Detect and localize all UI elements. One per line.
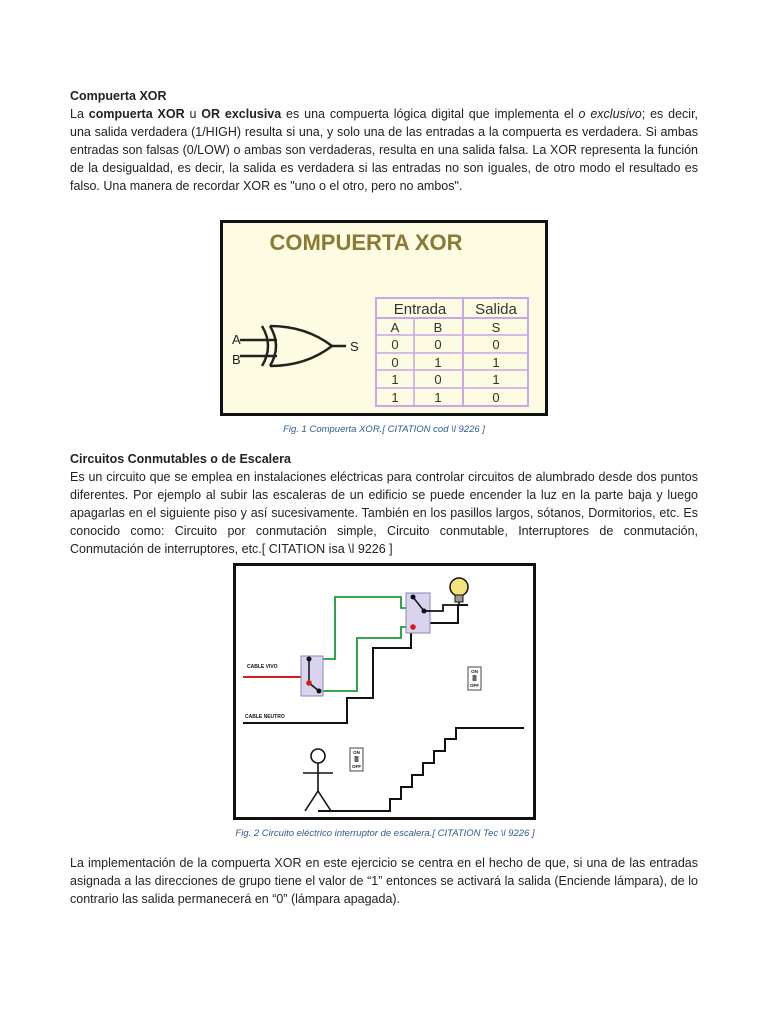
wall-switch-lower <box>350 748 363 771</box>
truth-table-cell: 1 <box>492 355 500 370</box>
wall-switch-upper <box>468 667 481 690</box>
label-cable-vivo: CABLE VIVO <box>247 664 278 670</box>
truth-table-cell: 0 <box>434 337 442 352</box>
table-header-salida: Salida <box>475 301 517 318</box>
section-xor <box>70 88 698 195</box>
xor-figure <box>220 220 548 416</box>
table-col-a: A <box>390 320 400 335</box>
figure-title: COMPUERTA XOR <box>269 230 463 255</box>
switch-off-label: OFF <box>352 764 361 769</box>
gate-input-a: A <box>232 332 241 347</box>
truth-table-cell: 0 <box>492 337 500 352</box>
section-implementation <box>70 854 698 908</box>
truth-table-cell: 0 <box>492 390 500 405</box>
text-run: es una compuerta lógica digital que implementa el <box>281 107 579 121</box>
italic-term: o exclusivo <box>578 107 642 121</box>
text-run: La <box>70 107 89 121</box>
table-col-s: S <box>491 320 501 335</box>
switch-lower <box>301 656 323 696</box>
truth-table-cell: 1 <box>391 372 399 387</box>
truth-table-cell: 0 <box>391 337 399 352</box>
switch-on-label: ON <box>353 750 360 755</box>
switch-upper <box>406 593 430 633</box>
heading-circuitos: Circuitos Conmutables o de Escalera <box>70 452 291 466</box>
bold-term-xor: compuerta XOR <box>88 107 185 121</box>
table-col-b: B <box>433 320 443 335</box>
gate-output-s: S <box>350 339 359 354</box>
switch-on-label: ON <box>471 669 478 674</box>
truth-table-cell: 1 <box>434 355 442 370</box>
figure2-caption: Fig. 2 Circuito eléctrico interruptor de escalera.[ CITATION Tec \l 9226 ] <box>235 828 535 839</box>
paragraph-implementation: La implementación de la compuerta XOR en este ejercicio se centra en el hecho de que, si una de las entradas asignada a las direcciones de grupo tiene el valor de “1” entonces se activará la salida (Enciende lámpara), de lo contrario las salida permanecerá en “0” (lámpara apagada). <box>70 856 698 906</box>
staircase-circuit-figure <box>233 563 536 820</box>
figure1-caption: Fig. 1 Compuerta XOR.[ CITATION cod \l 9226 ] <box>283 424 485 435</box>
truth-table <box>376 298 528 406</box>
label-cable-neutro: CABLE NEUTRO <box>245 714 285 720</box>
truth-table-cell: 0 <box>434 372 442 387</box>
text-run: u <box>184 107 202 121</box>
heading-xor: Compuerta XOR <box>70 89 167 103</box>
bold-term-or-exclusiva: OR exclusiva <box>201 107 282 121</box>
paragraph-xor <box>70 105 698 195</box>
text-run: ; es decir, una salida verdadera (1/HIGH) resulta si una, y solo una de las entradas a la compuerta es verdadera. Si ambas entradas son falsas (0/LOW) o ambas son verdaderas, resulta en una salida falsa. La XOR representa la función de la desigualdad, es decir, la salida es verdadera si las entradas no son iguales, de otro modo el resultado es falso. Una manera de recordar XOR es "uno o el otro, pero no ambos". <box>70 107 699 193</box>
section-circuitos <box>70 451 698 558</box>
paragraph-circuitos: Es un circuito que se emplea en instalaciones eléctricas para controlar circuitos de alumbrado desde dos puntos diferentes. Por ejemplo al subir las escaleras de un edificio se puede encender la luz en la parte baja y luego apagarlas en el siguiente piso y así sucesivamente. También en los pasillos largos, sótanos, Dormitorios, etc. Es conocido como: Circuito por conmutación simple, Circuito conmutable, Interruptores de conmutación, Conmutación de interruptores, etc.[ CITATION isa \l 9226 ] <box>70 470 698 556</box>
truth-table-cell: 0 <box>391 355 399 370</box>
switch-off-label: OFF <box>470 683 479 688</box>
truth-table-cell: 1 <box>492 372 500 387</box>
truth-table-cell: 1 <box>391 390 399 405</box>
gate-input-b: B <box>232 352 241 367</box>
truth-table-cell: 1 <box>434 390 442 405</box>
table-header-entrada: Entrada <box>393 301 447 318</box>
